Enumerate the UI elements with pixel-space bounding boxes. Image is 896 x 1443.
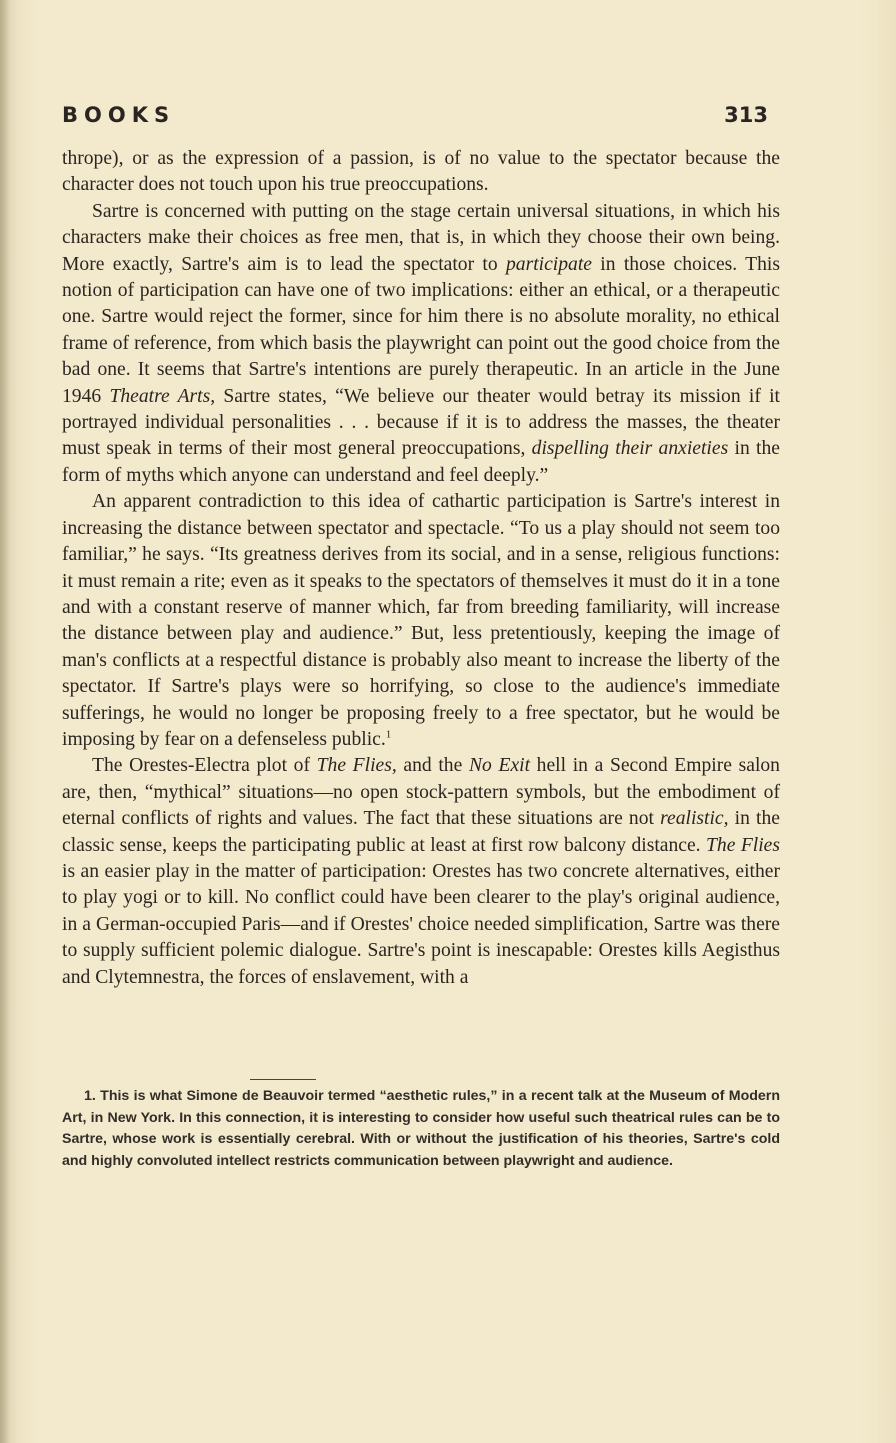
title-citation: The Flies	[706, 834, 780, 856]
paragraph	[62, 489, 780, 753]
title-citation: The Flies,	[316, 755, 397, 777]
running-head: BOOKS	[62, 103, 176, 127]
text-run: The Orestes-Electra plot of	[92, 755, 317, 777]
text-run: Sartre is concerned with putting on the stage certain universal situations, in which his characters make their choices as free men, that is, in which they choose their own being. More exactly, Sartre's aim is to lead the spectator to	[62, 200, 780, 275]
paragraph	[62, 199, 780, 489]
page-header	[62, 100, 768, 130]
paragraph-continued	[62, 146, 780, 199]
footnote-rule	[250, 1079, 316, 1080]
text-run: hell in a Second Empire salon are, then, “mythical” situations—no open stock-pattern symbols, but the embodiment of eternal conflicts of rights and values. The fact that these situations are not	[62, 755, 780, 830]
text-run: and the	[396, 755, 469, 777]
text-run: Sartre states, “We believe our theater would betray its mission if it portrayed individual personalities . . . because if it is to address the masses, the theater must speak in terms of their most general preoccupations,	[62, 385, 780, 460]
text-run: An apparent contradiction to this idea of cathartic participation is Sartre's interest in increasing the distance between spectator and spectacle. “To us a play should not seem too familiar,” he says. “Its greatness derives from its social, and in a sense, religious functions: it must remain a rite; even as it speaks to the spectators of themselves it must do it in a tone and with a constant reserve of manner which, far from breeding familiarity, will increase the distance between play and audience.” But, less pretentiously, keeping the image of man's conflicts at a respectful distance is probably also meant to increase the liberty of the spectator. If Sartre's plays were so horrifying, so close to the audience's immediate sufferings, he would no longer be proposing freely to a free spectator, but he would be imposing by fear on a defenseless public.	[62, 491, 780, 750]
footnote	[62, 1086, 780, 1173]
page-number: 313	[724, 103, 768, 127]
footnote-reference: 1	[385, 728, 392, 741]
title-citation: No Exit	[468, 755, 531, 777]
title-citation: Theatre Arts,	[109, 385, 216, 407]
emphasis-text: participate	[506, 253, 592, 275]
footnote-text: 1. This is what Simone de Beauvoir termed “aesthetic rules,” in a recent talk at the Museum of Modern Art, in New York. In this connection, it is interesting to consider how useful such theatrical rules can be to Sartre, whose work is essentially cerebral. With or without the justification of his theories, Sartre's cold and highly convoluted intellect restricts communication between playwright and audience.	[62, 1088, 780, 1170]
spine-shadow	[0, 0, 10, 1443]
body-text	[62, 146, 780, 991]
text-run: is an easier play in the matter of participation: Orestes has two concrete alternatives, either to play yogi or to kill. No conflict could have been clearer to the play's original audience, in a German-occupied Paris—and if Orestes' choice needed simplification, Sartre was there to supply sufficient polemic dialogue. Sartre's point is inescapable: Orestes kills Aegisthus and Clytemnestra, the forces of enslavement, with a	[62, 860, 780, 988]
paragraph	[62, 753, 780, 991]
emphasis-text: dispelling their anxieties	[531, 438, 729, 460]
text-run: in the form of myths which anyone can understand and feel deeply.”	[62, 438, 780, 486]
emphasis-text: realistic,	[660, 808, 729, 830]
text-run: thrope), or as the expression of a passion, is of no value to the spectator because the character does not touch upon his true preoccupations.	[62, 148, 780, 196]
text-run: in those choices. This notion of participation can have one of two implications: either an ethical, or a therapeutic one. Sartre would reject the former, since for him there is no absolute morality, no ethical frame of reference, from which basis the playwright can point out the good choice from the bad one. It seems that Sartre's intentions are purely therapeutic. In an article in the June 1946	[62, 253, 780, 407]
text-run: in the classic sense, keeps the participating public at least at first row balcony distance.	[62, 808, 780, 856]
